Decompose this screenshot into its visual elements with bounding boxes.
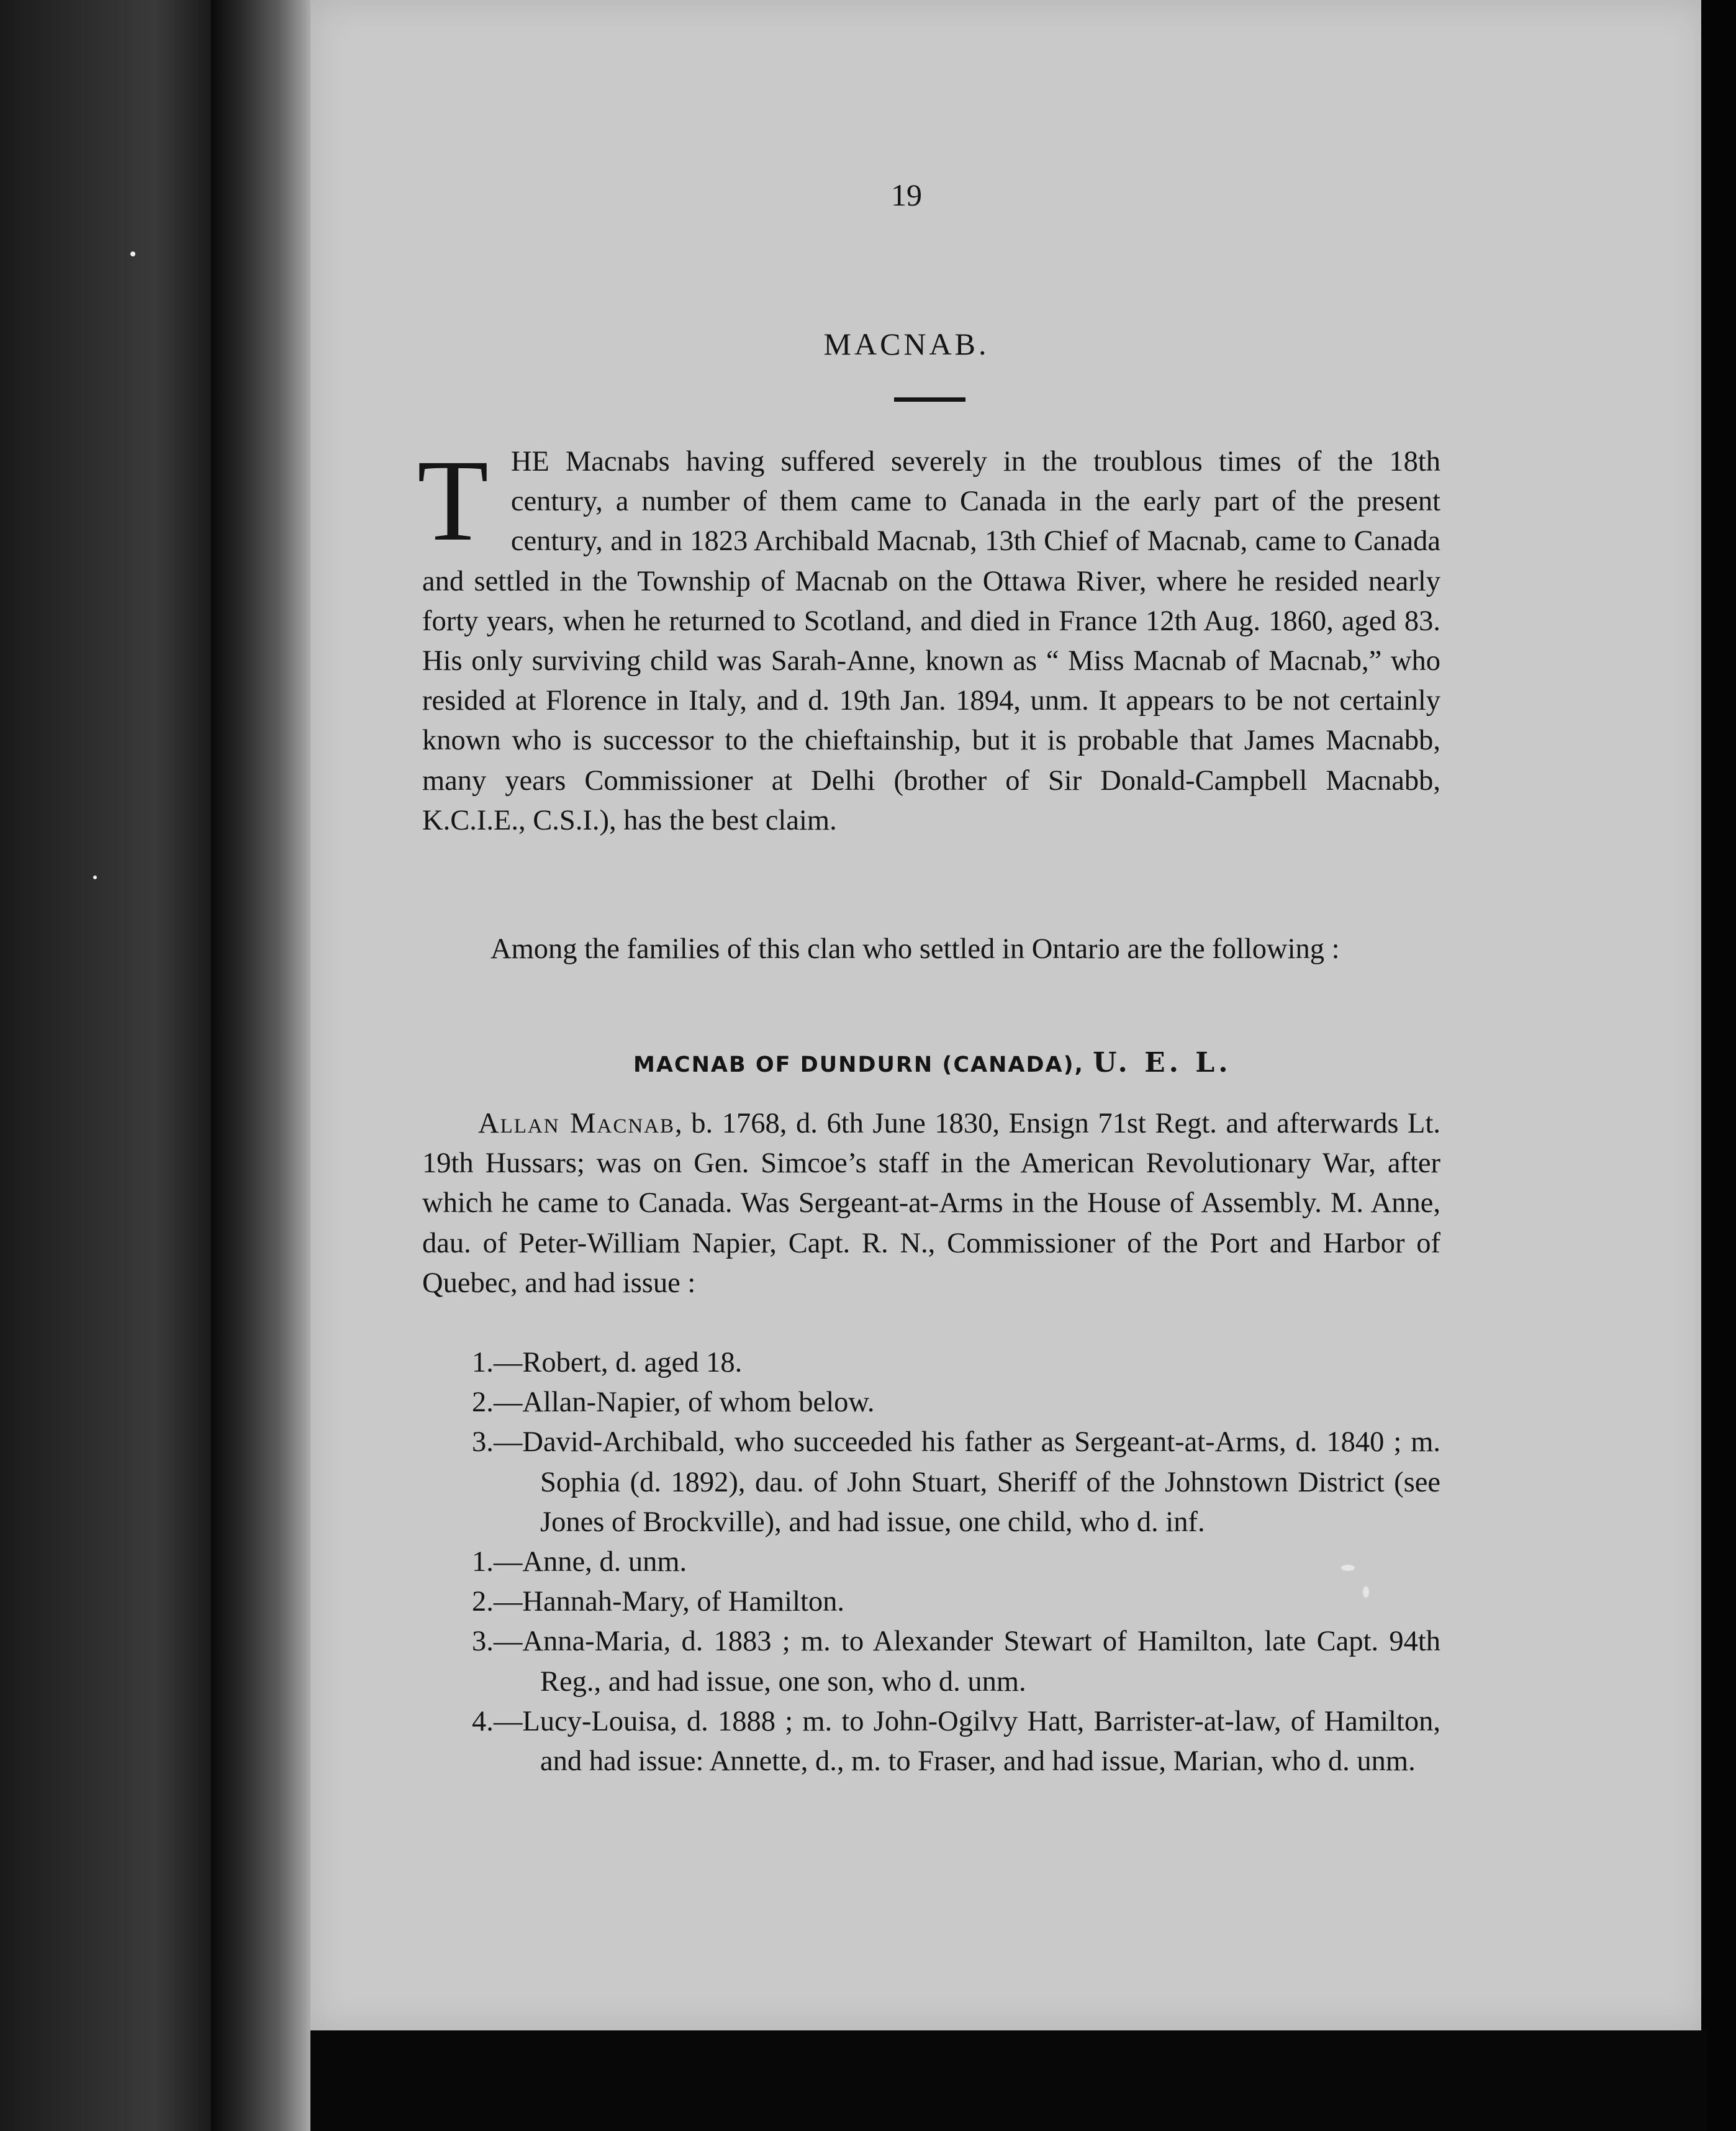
page-number: 19 — [891, 178, 922, 212]
list-item-number: 1.— — [472, 1546, 523, 1578]
scan-speck — [93, 875, 97, 879]
list-item-text: Lucy-Louisa, d. 1888 ; m. to John-Ogilvy Hatt, Barrister-at-law, of Hamilton, and had issue: Annette, d., m. to Fraser, and had issue, Marian, who d. unm. — [522, 1705, 1440, 1778]
list-item — [472, 1622, 1440, 1701]
scan-speck — [130, 251, 135, 256]
list-item-text: Anna-Maria, d. 1883 ; m. to Alexander Stewart of Hamilton, late Capt. 94th Reg., and had issue, one son, who d. unm. — [522, 1626, 1440, 1698]
issue-list — [472, 1343, 1440, 1781]
list-item-text: David-Archibald, who succeeded his father as Sergeant-at-Arms, d. 1840 ; m. Sophia (d. 1892), dau. of John Stuart, Sheriff of the Johnstown District (see Jones of Brockville), and had issue, one child, who d. inf. — [522, 1426, 1440, 1538]
list-item-text: Robert, d. aged 18. — [522, 1347, 743, 1378]
list-item — [472, 1542, 1440, 1582]
among-paragraph: Among the families of this clan who settled in Ontario are the following : — [491, 933, 1340, 965]
ue-loyalist-mark: U. E. L. — [1093, 1047, 1232, 1079]
section-heading — [633, 1047, 1254, 1079]
list-item — [472, 1423, 1440, 1542]
list-item — [472, 1702, 1440, 1781]
intro-text: HE Macnabs having suffered severely in the troublous times of the 18th century, a number of them came to Canada in the early part of the present century, and in 1823 Archibald Macnab, 13th Chief of Macnab, came to Canada and settled in the Township of Macnab on the Ottawa River, where he resided nearly forty years, when he returned to Scotland, and died in France 12th Aug. 1860, aged 83. His only surviving child was Sarah-Anne, known as “ Miss Macnab of Macnab,” who resided at Florence in Italy, and d. 19th Jan. 1894, unm. It appears to be not certainly known who is successor to the chieftainship, but it is probable that James Macnabb, many years Commissioner at Delhi (brother of Sir Donald-Campbell Macnabb, K.C.I.E., C.S.I.), has the best claim. — [422, 446, 1440, 836]
list-item-number: 2.— — [472, 1586, 523, 1618]
list-item-number: 4.— — [472, 1705, 523, 1737]
list-item-text: Hannah-Mary, of Hamilton. — [522, 1586, 845, 1618]
title-rule — [894, 397, 965, 402]
list-item-number: 3.— — [472, 1626, 523, 1658]
allan-paragraph — [422, 1104, 1440, 1303]
allan-text: , b. 1768, d. 6th June 1830, Ensign 71st Regt. and afterwards Lt. 19th Hussars; was on Gen. Simcoe’s staff in the American Revolutionary War, after which he came to Canada. Was Sergeant-at-Arms in the House of Assembly. M. Anne, dau. of Peter-William Napier, Capt. R. N., Commissioner of the Port and Harbor of Quebec, and had issue : — [422, 1108, 1441, 1299]
list-item-number: 3.— — [472, 1426, 523, 1459]
list-item-number: 2.— — [472, 1387, 523, 1419]
list-item-text: Anne, d. unm. — [522, 1546, 687, 1578]
list-item-text: Allan-Napier, of whom below. — [522, 1387, 875, 1419]
list-item — [472, 1383, 1440, 1423]
page-title: MACNAB. — [823, 327, 990, 361]
list-item — [472, 1343, 1440, 1383]
list-item — [472, 1582, 1440, 1622]
list-item-number: 1.— — [472, 1347, 523, 1378]
intro-paragraph — [417, 435, 1440, 926]
page-edge-bottom — [310, 2030, 1707, 2131]
gutter-shadow — [211, 0, 317, 2131]
person-name: Allan Macnab — [478, 1108, 676, 1139]
section-heading-text: MACNAB OF DUNDURN (CANADA), — [633, 1052, 1084, 1077]
drop-cap: T — [417, 435, 489, 565]
page-edge-right — [1701, 0, 1736, 2131]
left-binding — [0, 0, 224, 2131]
